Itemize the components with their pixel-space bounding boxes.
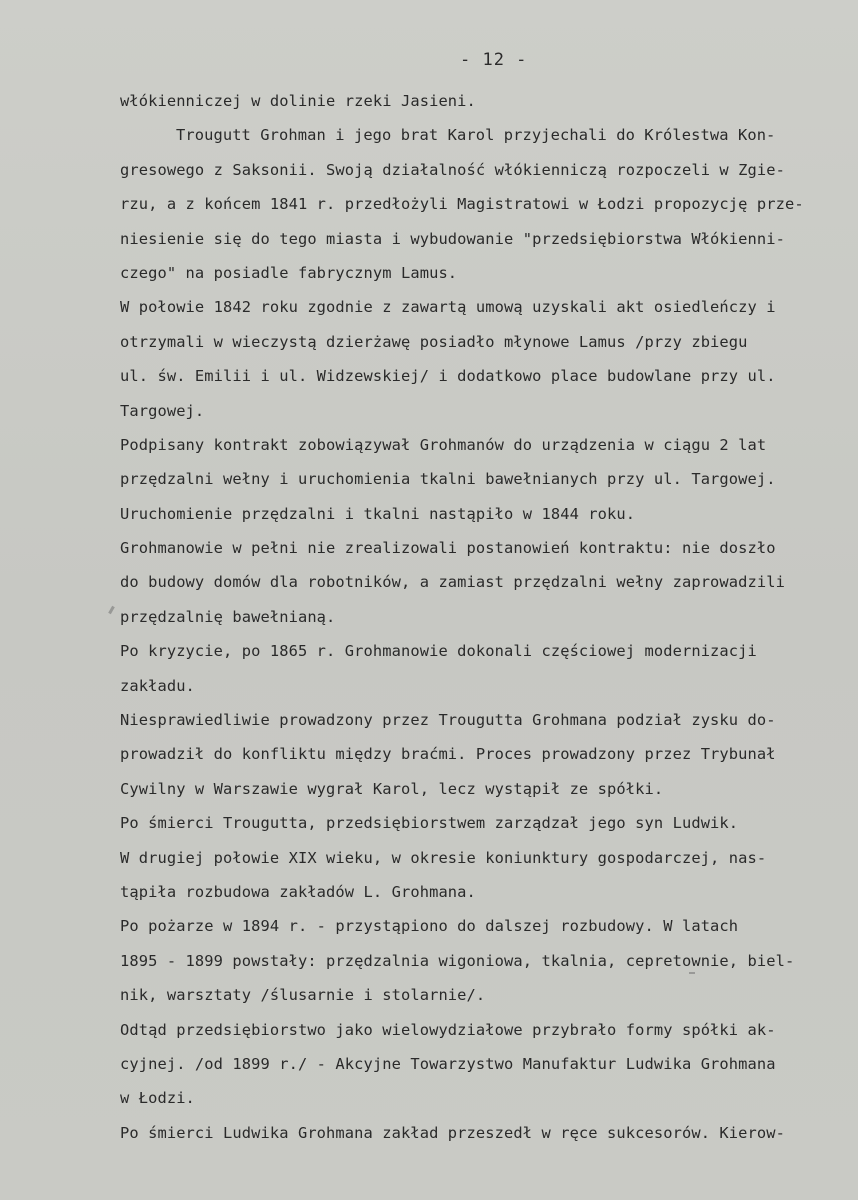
text-line: W drugiej połowie XIX wieku, w okresie koniunktury gospodarczej, nas- [120,848,767,867]
text-line: gresowego z Saksonii. Swoją działalność włókienniczą rozpoczeli w Zgie- [120,160,785,179]
text-line: Odtąd przedsiębiorstwo jako wielowydziałowe przybrało formy spółki ak- [120,1020,776,1039]
document-body [120,84,850,1150]
text-line: do budowy domów dla robotników, a zamiast przędzalni wełny zaprowadzili [120,573,785,592]
text-line: przędzalnię bawełnianą. [120,607,336,626]
text-line: 1895 - 1899 powstały: przędzalnia wigoniowa, tkalnia, cepretownie, biel- [120,951,795,970]
text-line: Grohmanowie w pełni nie zrealizowali postanowień kontraktu: nie doszło [120,539,776,558]
text-line: Targowej. [120,401,205,420]
text-line: tąpiła rozbudowa zakładów L. Grohmana. [120,882,476,901]
text-line: Trougutt Grohman i jego brat Karol przyjechali do Królestwa Kon- [176,126,776,145]
text-line: w Łodzi. [120,1089,195,1108]
text-line: W połowie 1842 roku zgodnie z zawartą umową uzyskali akt osiedleńczy i [120,298,776,317]
text-line: przędzalni wełny i uruchomienia tkalni bawełnianych przy ul. Targowej. [120,470,776,489]
text-line: Po śmierci Ludwika Grohmana zakład przeszedł w ręce sukcesorów. Kierow- [120,1123,785,1142]
text-line: niesienie się do tego miasta i wybudowanie "przedsiębiorstwa Włókienni- [120,229,785,248]
page-number: - 12 - [460,50,528,70]
text-line: Po kryzycie, po 1865 r. Grohmanowie dokonali częściowej modernizacji [120,642,757,661]
text-line: nik, warsztaty /ślusarnie i stolarnie/. [120,986,486,1005]
ink-mark [689,972,695,974]
text-line: zakładu. [120,676,195,695]
text-line: Cywilny w Warszawie wygrał Karol, lecz wystąpił ze spółki. [120,779,664,798]
text-line: otrzymali w wieczystą dzierżawę posiadło młynowe Lamus /przy zbiegu [120,332,748,351]
text-line: Podpisany kontrakt zobowiązywał Grohmanów do urządzenia w ciągu 2 lat [120,435,767,454]
text-line: czego" na posiadle fabrycznym Lamus. [120,263,458,282]
ink-mark [108,606,115,614]
text-line: ul. św. Emilii i ul. Widzewskiej/ i dodatkowo place budowlane przy ul. [120,367,776,386]
text-line: rzu, a z końcem 1841 r. przedłożyli Magistratowi w Łodzi propozycję prze- [120,195,804,214]
text-line: Po śmierci Trougutta, przedsiębiorstwem zarządzał jego syn Ludwik. [120,814,739,833]
text-line: cyjnej. /od 1899 r./ - Akcyjne Towarzystwo Manufaktur Ludwika Grohmana [120,1054,776,1073]
text-line: Niesprawiedliwie prowadzony przez Trougutta Grohmana podział zysku do- [120,711,776,730]
text-line: włókienniczej w dolinie rzeki Jasieni. [120,92,476,110]
text-line: prowadził do konfliktu między braćmi. Proces prowadzony przez Trybunał [120,745,776,764]
text-line: Po pożarze w 1894 r. - przystąpiono do dalszej rozbudowy. W latach [120,917,739,936]
text-line: Uruchomienie przędzalni i tkalni nastąpiło w 1844 roku. [120,504,636,523]
